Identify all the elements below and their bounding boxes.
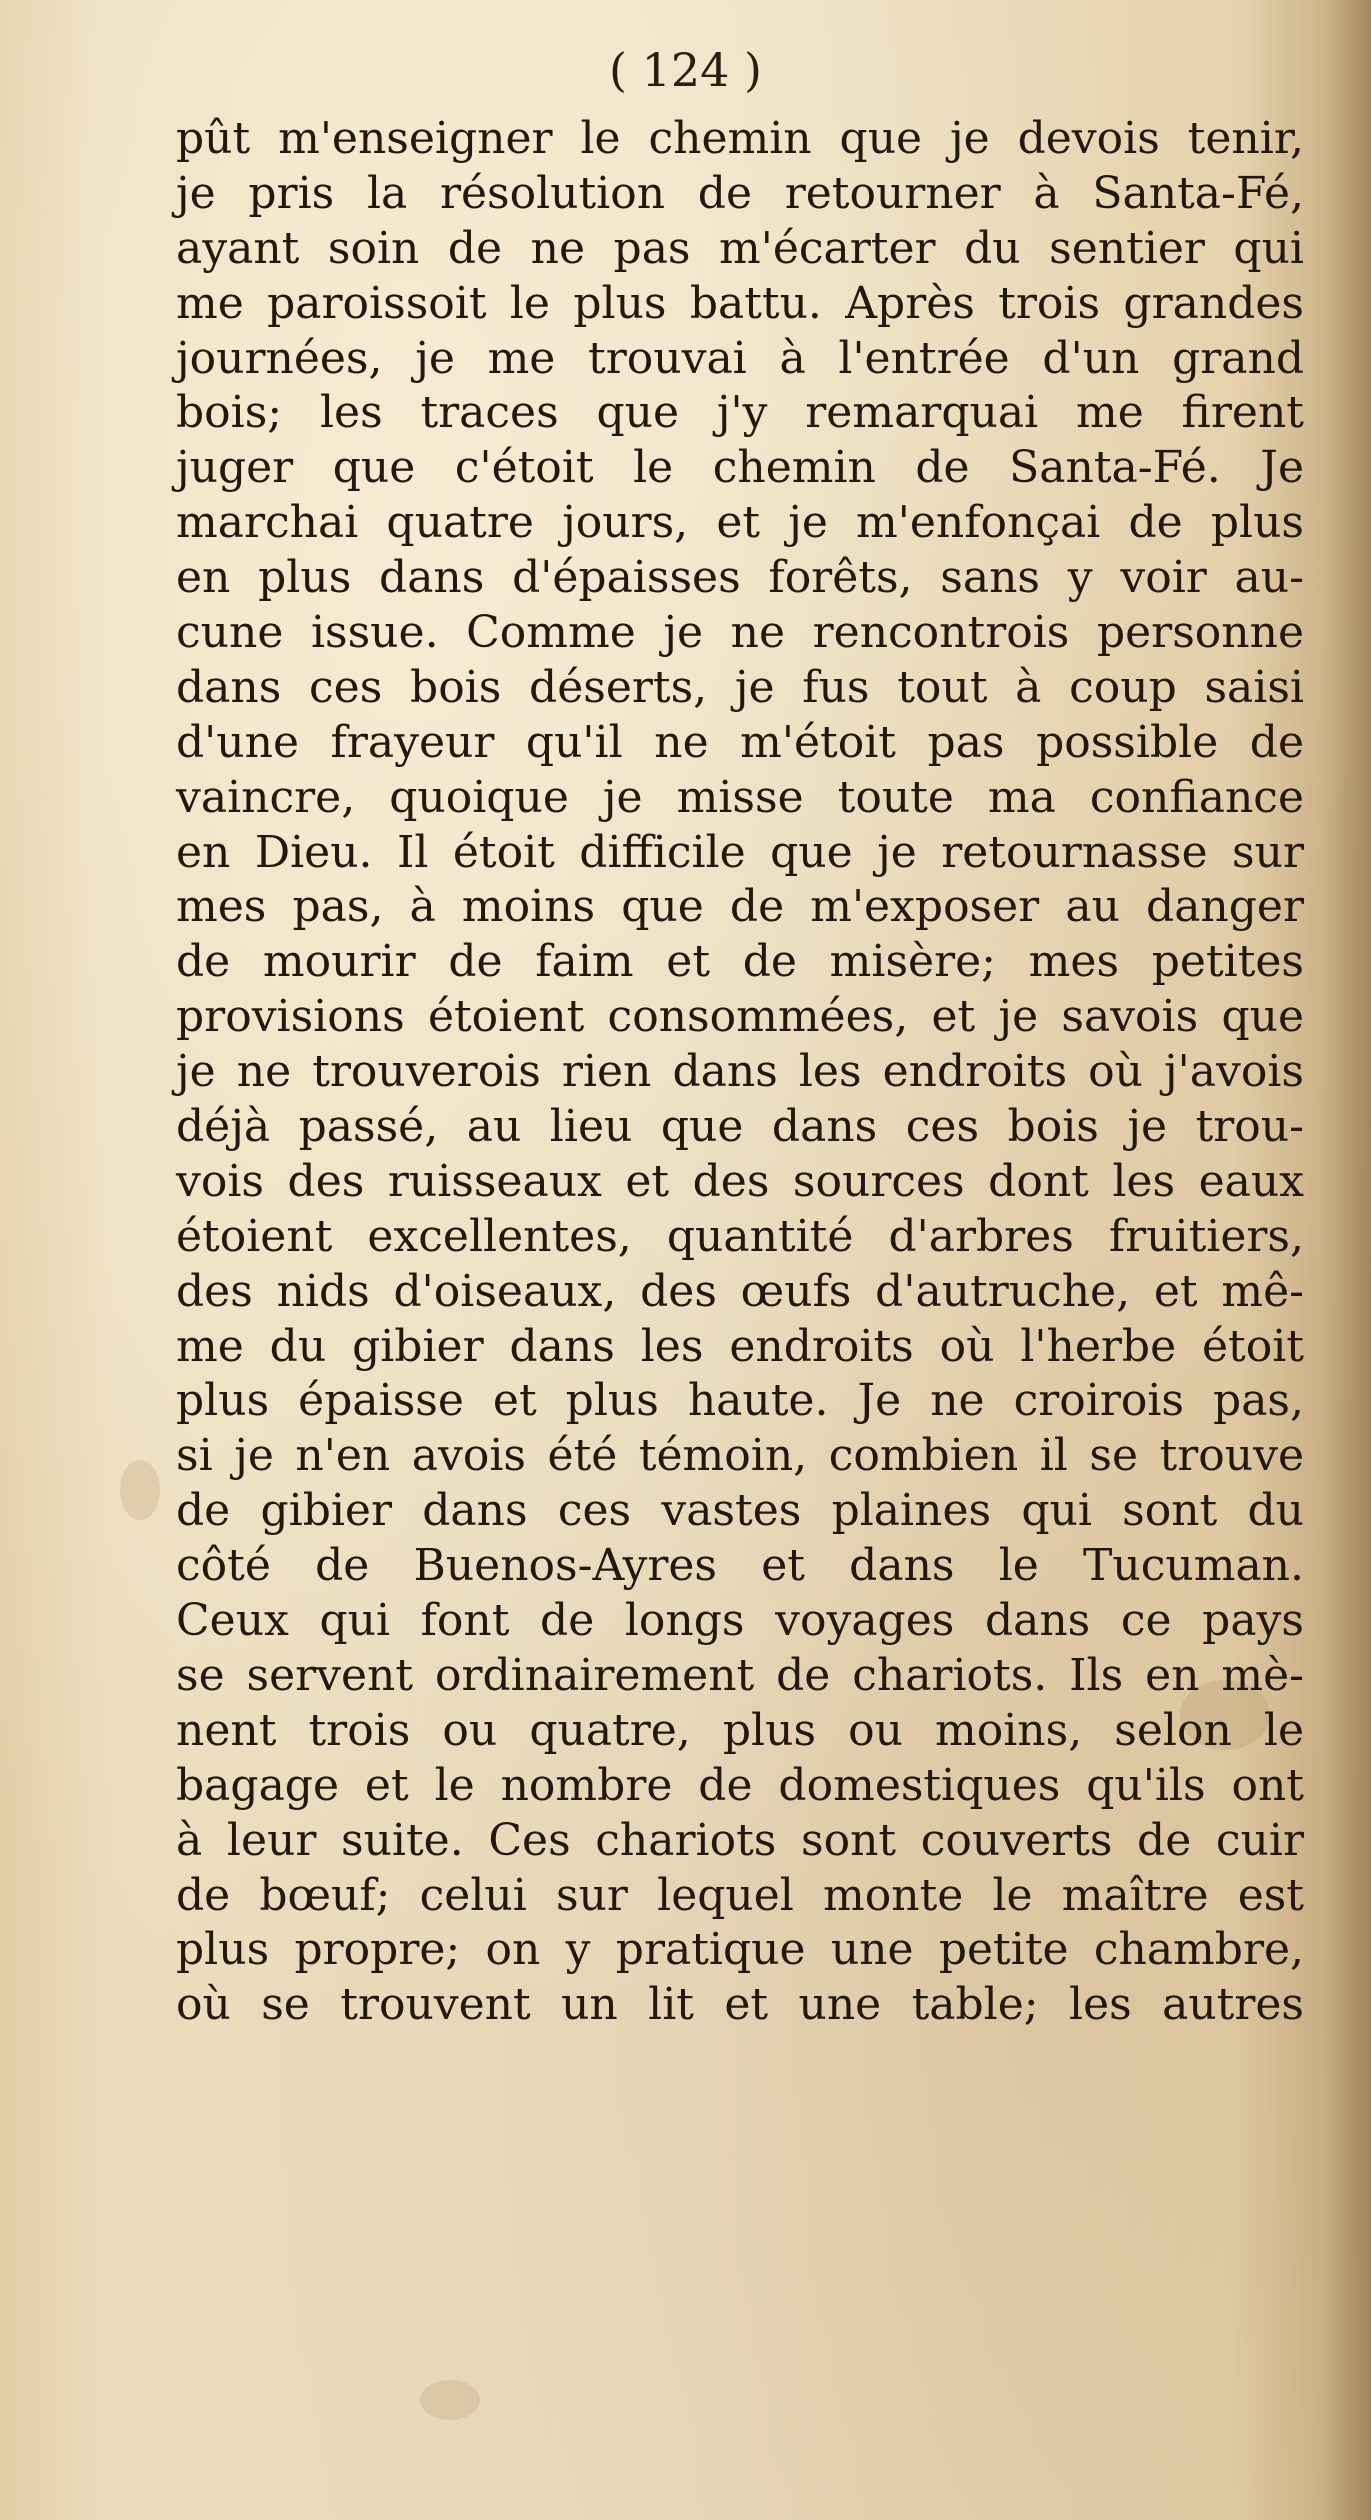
- body-text: [176, 112, 1304, 2033]
- paper-stain: [420, 2380, 480, 2420]
- text-line: en Dieu. Il étoit difficile que je retournasse sur: [176, 826, 1304, 878]
- spine-shadow: [1323, 0, 1371, 2520]
- text-line: où se trouvent un lit et une table; les autres: [176, 1979, 1304, 2031]
- text-line: provisions étoient consommées, et je savois que: [176, 991, 1304, 1043]
- text-line: je ne trouverois rien dans les endroits où j'avois: [176, 1046, 1304, 1098]
- text-line: journées, je me trouvai à l'entrée d'un grand: [176, 332, 1304, 384]
- text-line: nent trois ou quatre, plus ou moins, selon le: [176, 1704, 1304, 1756]
- text-line: d'une frayeur qu'il ne m'étoit pas possible de: [176, 716, 1304, 768]
- text-line: dans ces bois déserts, je fus tout à coup saisi: [176, 661, 1304, 713]
- text-line: se servent ordinairement de chariots. Ils en mè-: [176, 1649, 1304, 1701]
- page-number: ( 124 ): [609, 43, 762, 97]
- text-line: bagage et le nombre de domestiques qu'ils ont: [176, 1759, 1304, 1811]
- text-line: je pris la résolution de retourner à Santa-Fé,: [176, 167, 1304, 219]
- text-line: étoient excellentes, quantité d'arbres fruitiers,: [176, 1210, 1304, 1262]
- text-line: si je n'en avois été témoin, combien il se trouve: [176, 1430, 1304, 1482]
- text-line: marchai quatre jours, et je m'enfonçai de plus: [176, 497, 1304, 549]
- text-line: des nids d'oiseaux, des œufs d'autruche, et mê-: [176, 1265, 1304, 1317]
- text-line: juger que c'étoit le chemin de Santa-Fé. Je: [176, 442, 1304, 494]
- text-line: bois; les traces que j'y remarquai me firent: [176, 387, 1304, 439]
- text-line: en plus dans d'épaisses forêts, sans y voir au-: [176, 552, 1304, 604]
- text-line: côté de Buenos-Ayres et dans le Tucuman.: [176, 1540, 1304, 1592]
- paper-stain: [120, 1460, 160, 1520]
- text-line: plus propre; on y pratique une petite chambre,: [176, 1924, 1304, 1976]
- text-line: me du gibier dans les endroits où l'herbe étoit: [176, 1320, 1304, 1372]
- text-line: cune issue. Comme je ne rencontrois personne: [176, 607, 1304, 659]
- text-line: mes pas, à moins que de m'exposer au danger: [176, 881, 1304, 933]
- text-line: déjà passé, au lieu que dans ces bois je trou-: [176, 1101, 1304, 1153]
- text-line: vaincre, quoique je misse toute ma confiance: [176, 771, 1304, 823]
- text-line: vois des ruisseaux et des sources dont les eaux: [176, 1155, 1304, 1207]
- text-line: de gibier dans ces vastes plaines qui sont du: [176, 1485, 1304, 1537]
- text-line: plus épaisse et plus haute. Je ne croirois pas,: [176, 1375, 1304, 1427]
- text-line: pût m'enseigner le chemin que je devois tenir,: [176, 113, 1304, 164]
- text-line: ayant soin de ne pas m'écarter du sentier qui: [176, 222, 1304, 274]
- text-line: de mourir de faim et de misère; mes petites: [176, 936, 1304, 988]
- text-line: me paroissoit le plus battu. Après trois grandes: [176, 277, 1304, 329]
- text-line: à leur suite. Ces chariots sont couverts de cuir: [176, 1814, 1304, 1866]
- text-line: de bœuf; celui sur lequel monte le maître est: [176, 1869, 1304, 1921]
- text-line: Ceux qui font de longs voyages dans ce pays: [176, 1595, 1304, 1647]
